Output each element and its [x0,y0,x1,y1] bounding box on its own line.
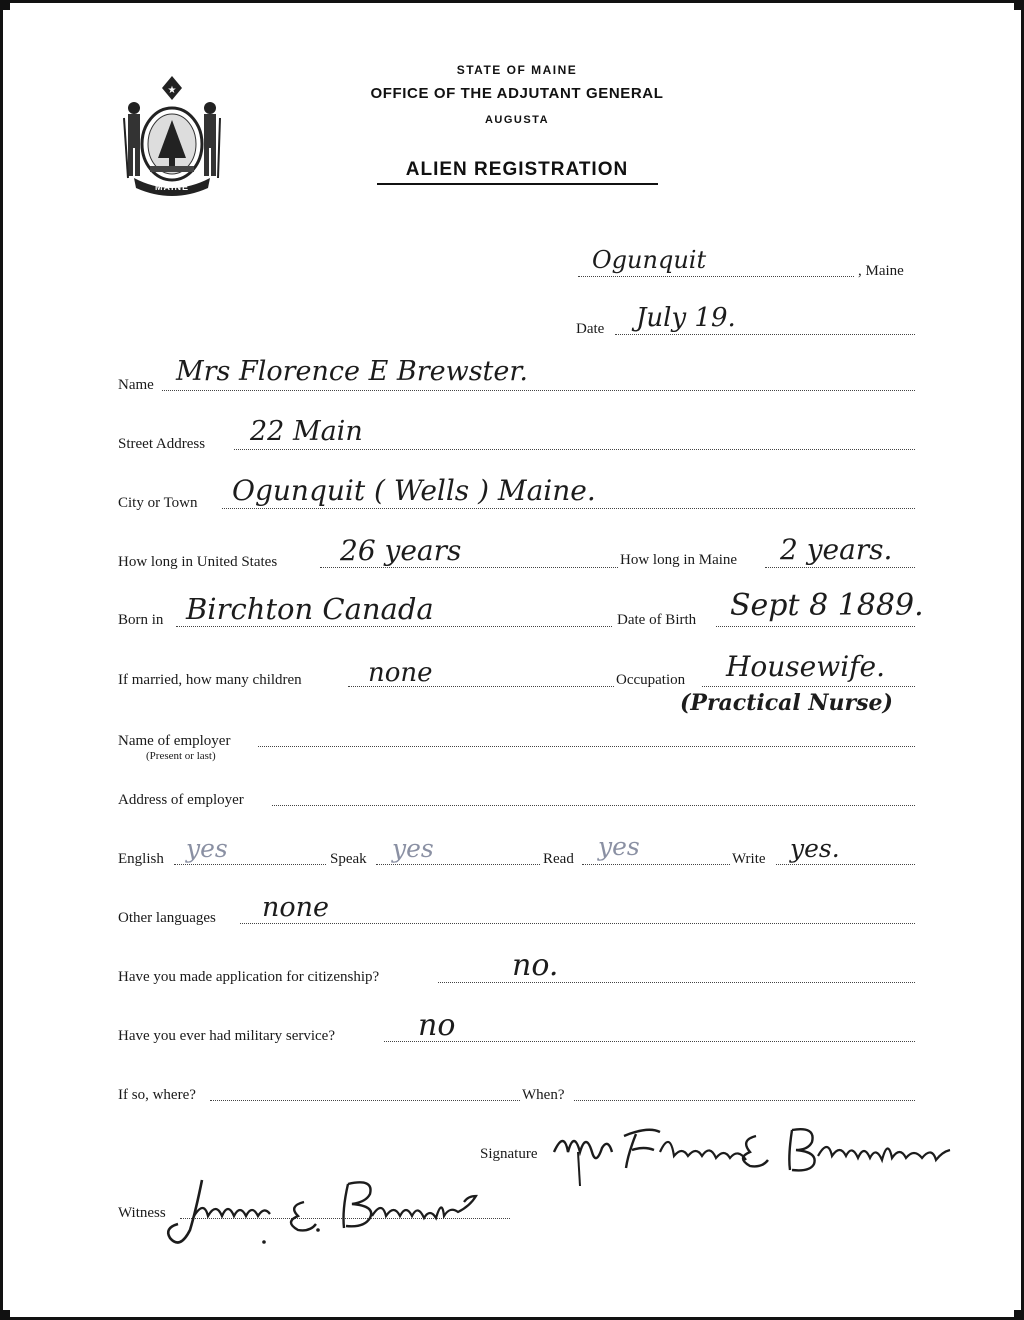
employer-sub-label: (Present or last) [146,750,216,762]
header-office: OFFICE OF THE ADJUTANT GENERAL [370,85,664,102]
citizenship-line [438,982,915,983]
employer-label: Name of employer [118,733,231,749]
write-label: Write [732,851,766,867]
date-of-birth-entry: Sept 8 1889. [730,588,924,623]
place-line [578,276,854,277]
if-so-where-line [210,1100,520,1101]
date-label: Date [576,321,605,337]
street-entry: 22 Main [250,416,363,447]
other-languages-label: Other languages [118,910,216,926]
header-state: STATE OF MAINE [456,63,578,77]
corner-mark [0,0,10,10]
if-so-where-label: If so, where? [118,1087,196,1103]
date-line [615,334,915,335]
speak-line [376,864,540,865]
read-entry: yes [598,832,640,861]
corner-mark [0,1310,10,1320]
name-entry: Mrs Florence E Brewster. [176,356,528,387]
born-in-line [176,626,612,627]
english-line [174,864,326,865]
witness-handwriting [162,1172,502,1252]
occupation-line [702,686,915,687]
how-long-us-label: How long in United States [118,554,278,570]
military-label: Have you ever had military service? [118,1028,335,1044]
name-label: Name [118,377,154,393]
children-entry: none [368,658,433,688]
read-line [582,864,730,865]
english-entry: yes [186,834,228,863]
employer-address-label: Address of employer [118,792,244,808]
occupation-entry: Housewife. [726,650,886,683]
street-line [234,449,915,450]
military-line [384,1041,915,1042]
corner-mark [1014,1310,1024,1320]
corner-mark [1014,0,1024,10]
speak-label: Speak [330,851,367,867]
signature-handwriting [548,1112,988,1190]
name-line [162,390,915,391]
born-in-entry: Birchton Canada [186,592,434,626]
place-entry: Ogunquit [592,246,707,274]
citizenship-label: Have you made application for citizenship? [118,969,380,985]
other-languages-entry: none [262,892,330,923]
how-long-us-line [320,567,618,568]
city-line [222,508,915,509]
citizenship-entry: no. [512,948,559,983]
date-of-birth-line [716,626,915,627]
children-label: If married, how many children [118,672,302,688]
read-label: Read [543,851,574,867]
maine-label: , Maine [858,263,904,279]
when-label: When? [522,1087,565,1103]
other-languages-line [240,923,915,924]
english-label: English [118,851,164,867]
employer-line [258,746,915,747]
speak-entry: yes [392,834,434,863]
occupation-note: (Practical Nurse) [680,690,893,716]
when-line [574,1100,915,1101]
date-of-birth-label: Date of Birth [617,612,697,628]
how-long-maine-entry: 2 years. [780,533,893,566]
city-entry: Ogunquit ( Wells ) Maine. [232,474,596,507]
signature-label: Signature [480,1146,538,1162]
title-underline [377,183,658,185]
born-in-label: Born in [118,612,164,628]
form-title: ALIEN REGISTRATION [405,159,629,180]
write-entry: yes. [790,834,840,863]
witness-label: Witness [118,1205,166,1221]
star-glyph: ★ [167,85,177,96]
how-long-maine-label: How long in Maine [620,552,738,568]
write-line [776,864,915,865]
date-entry: July 19. [636,303,736,333]
how-long-maine-line [765,567,915,568]
occupation-label: Occupation [616,672,686,688]
street-label: Street Address [118,436,206,452]
city-label: City or Town [118,495,198,511]
seal-motto: MAINE [155,182,189,192]
header-city: AUGUSTA [484,114,550,126]
military-entry: no [418,1008,456,1043]
how-long-us-entry: 26 years [340,534,462,567]
employer-address-line [272,805,915,806]
